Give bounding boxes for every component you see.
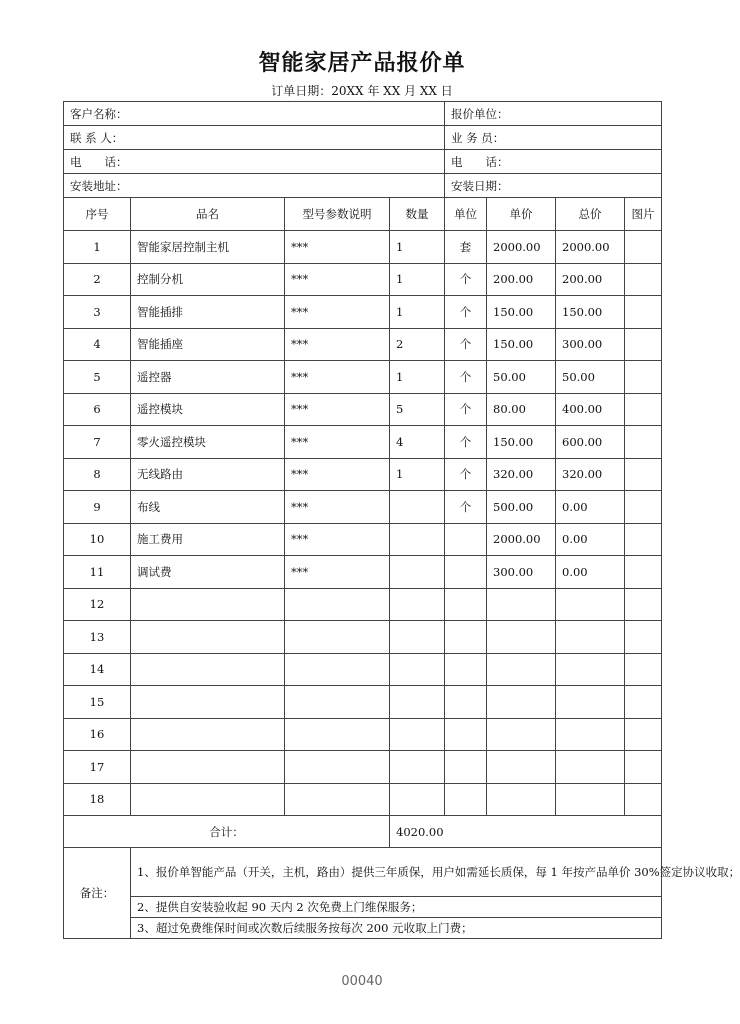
item-spec: *** [285,523,390,556]
item-qty [390,653,445,686]
item-image [625,426,662,459]
item-name: 遥控模块 [131,393,285,426]
table-row [64,751,662,784]
table-row [64,361,662,394]
item-unit: 个 [445,393,487,426]
note-row-1 [64,848,662,897]
document-title: 智能家居产品报价单 [258,51,466,76]
total-label: 合计： [64,816,390,848]
item-price: 300.00 [487,556,556,589]
col-header-unit: 单位 [445,198,487,231]
item-name: 智能插座 [131,328,285,361]
item-qty: 4 [390,426,445,459]
item-price: 500.00 [487,491,556,524]
item-image [625,231,662,264]
item-image [625,751,662,784]
item-qty: 2 [390,328,445,361]
item-price: 150.00 [487,328,556,361]
item-no: 7 [64,426,131,459]
item-spec: *** [285,361,390,394]
item-price [487,588,556,621]
table-row [64,458,662,491]
item-name: 零火遥控模块 [131,426,285,459]
item-total [556,686,625,719]
note-2: 2、提供自安装验收起 90 天内 2 次免费上门维保服务； [131,897,662,918]
item-no: 12 [64,588,131,621]
item-qty: 5 [390,393,445,426]
item-spec [285,686,390,719]
item-spec [285,588,390,621]
table-row [64,393,662,426]
item-qty [390,556,445,589]
customer-name-label: 客户名称： [64,102,445,126]
item-unit: 个 [445,491,487,524]
item-unit: 个 [445,426,487,459]
item-no: 8 [64,458,131,491]
item-no: 18 [64,783,131,816]
item-price: 150.00 [487,296,556,329]
item-unit [445,588,487,621]
note-row-3 [64,918,662,939]
phone-label-right: 电 话： [445,150,662,174]
item-qty [390,621,445,654]
item-total: 2000.00 [556,231,625,264]
item-price: 50.00 [487,361,556,394]
item-spec [285,653,390,686]
item-spec: *** [285,426,390,459]
item-name [131,621,285,654]
item-image [625,523,662,556]
item-unit [445,783,487,816]
info-row-phone [64,150,662,174]
col-header-spec: 型号参数说明 [285,198,390,231]
item-name: 布线 [131,491,285,524]
item-unit: 个 [445,328,487,361]
item-spec: *** [285,458,390,491]
item-total: 50.00 [556,361,625,394]
item-unit [445,686,487,719]
table-row [64,263,662,296]
table-row [64,621,662,654]
item-qty: 1 [390,458,445,491]
total-row [64,816,662,848]
item-name: 施工费用 [131,523,285,556]
item-spec: *** [285,296,390,329]
item-unit: 套 [445,231,487,264]
item-unit: 个 [445,263,487,296]
item-qty: 1 [390,231,445,264]
item-total [556,588,625,621]
item-spec: *** [285,231,390,264]
item-qty [390,491,445,524]
item-image [625,686,662,719]
table-row [64,426,662,459]
item-total [556,783,625,816]
item-image [625,361,662,394]
item-no: 9 [64,491,131,524]
item-qty [390,686,445,719]
item-price [487,718,556,751]
item-image [625,588,662,621]
item-price [487,783,556,816]
item-total [556,653,625,686]
item-unit [445,718,487,751]
phone-label-left: 电 话： [64,150,445,174]
item-total [556,718,625,751]
item-no: 13 [64,621,131,654]
item-rows [64,231,662,816]
page-number: 00040 [341,974,383,989]
item-image [625,491,662,524]
item-total [556,621,625,654]
item-qty [390,523,445,556]
item-spec: *** [285,328,390,361]
item-no: 2 [64,263,131,296]
install-date-label: 安装日期： [445,174,662,198]
item-no: 3 [64,296,131,329]
item-spec: *** [285,556,390,589]
table-row [64,686,662,719]
info-row-install [64,174,662,198]
item-no: 4 [64,328,131,361]
col-header-no: 序号 [64,198,131,231]
col-header-total: 总价 [556,198,625,231]
item-unit [445,621,487,654]
item-no: 6 [64,393,131,426]
order-date: 订单日期：20XX 年 XX 月 XX 日 [271,84,453,98]
item-image [625,621,662,654]
quote-table [63,101,740,939]
item-unit [445,523,487,556]
table-row [64,718,662,751]
item-price [487,621,556,654]
item-spec: *** [285,491,390,524]
item-price: 200.00 [487,263,556,296]
item-name: 调试费 [131,556,285,589]
item-qty [390,718,445,751]
item-total: 0.00 [556,556,625,589]
table-row [64,556,662,589]
table-row [64,588,662,621]
item-price [487,686,556,719]
col-header-price: 单价 [487,198,556,231]
item-no: 10 [64,523,131,556]
item-image [625,556,662,589]
item-image [625,653,662,686]
col-header-qty: 数量 [390,198,445,231]
item-unit [445,653,487,686]
note-row-2 [64,897,662,918]
install-address-label: 安装地址： [64,174,445,198]
item-unit [445,751,487,784]
item-image [625,783,662,816]
table-row [64,296,662,329]
item-total: 200.00 [556,263,625,296]
item-no: 17 [64,751,131,784]
item-image [625,718,662,751]
item-image [625,263,662,296]
notes-label: 备注： [64,848,131,939]
item-spec: *** [285,263,390,296]
item-qty [390,588,445,621]
item-spec [285,718,390,751]
item-name [131,686,285,719]
item-price: 320.00 [487,458,556,491]
item-unit: 个 [445,296,487,329]
info-row-customer [64,102,662,126]
item-total: 300.00 [556,328,625,361]
table-row [64,491,662,524]
item-qty [390,783,445,816]
item-name [131,588,285,621]
item-price: 80.00 [487,393,556,426]
item-name: 控制分机 [131,263,285,296]
item-qty [390,751,445,784]
item-total: 600.00 [556,426,625,459]
table-row [64,523,662,556]
item-spec: *** [285,393,390,426]
item-price [487,653,556,686]
table-row [64,783,662,816]
item-no: 5 [64,361,131,394]
item-total: 0.00 [556,523,625,556]
item-spec [285,621,390,654]
item-name: 遥控器 [131,361,285,394]
item-qty: 1 [390,296,445,329]
total-value: 4020.00 [390,816,662,848]
item-price [487,751,556,784]
item-no: 16 [64,718,131,751]
item-total: 320.00 [556,458,625,491]
item-name: 智能家居控制主机 [131,231,285,264]
item-no: 15 [64,686,131,719]
item-name [131,653,285,686]
item-total [556,751,625,784]
salesperson-label: 业 务 员： [445,126,662,150]
item-spec [285,751,390,784]
table-row [64,231,662,264]
item-no: 14 [64,653,131,686]
col-header-image: 图片 [625,198,662,231]
item-name [131,751,285,784]
item-qty: 1 [390,361,445,394]
quote-unit-label: 报价单位： [445,102,662,126]
note-1: 1、报价单智能产品（开关，主机，路由）提供三年质保，用户如需延长质保，每 1 年按产品单价 30%签定协议收取； [131,848,662,897]
item-price: 2000.00 [487,523,556,556]
item-price: 150.00 [487,426,556,459]
item-image [625,328,662,361]
item-name [131,783,285,816]
item-image [625,458,662,491]
item-unit: 个 [445,458,487,491]
item-name: 无线路由 [131,458,285,491]
item-name [131,718,285,751]
item-total: 0.00 [556,491,625,524]
item-price: 2000.00 [487,231,556,264]
info-row-contact [64,126,662,150]
item-name: 智能插排 [131,296,285,329]
table-row [64,653,662,686]
item-total: 150.00 [556,296,625,329]
item-image [625,393,662,426]
item-qty: 1 [390,263,445,296]
item-total: 400.00 [556,393,625,426]
col-header-name: 品名 [131,198,285,231]
contact-label: 联 系 人： [64,126,445,150]
item-spec [285,783,390,816]
note-3: 3、超过免费维保时间或次数后续服务按每次 200 元收取上门费； [131,918,662,939]
item-unit [445,556,487,589]
item-no: 1 [64,231,131,264]
column-header-row [64,198,662,231]
table-row [64,328,662,361]
item-no: 11 [64,556,131,589]
item-image [625,296,662,329]
item-unit: 个 [445,361,487,394]
